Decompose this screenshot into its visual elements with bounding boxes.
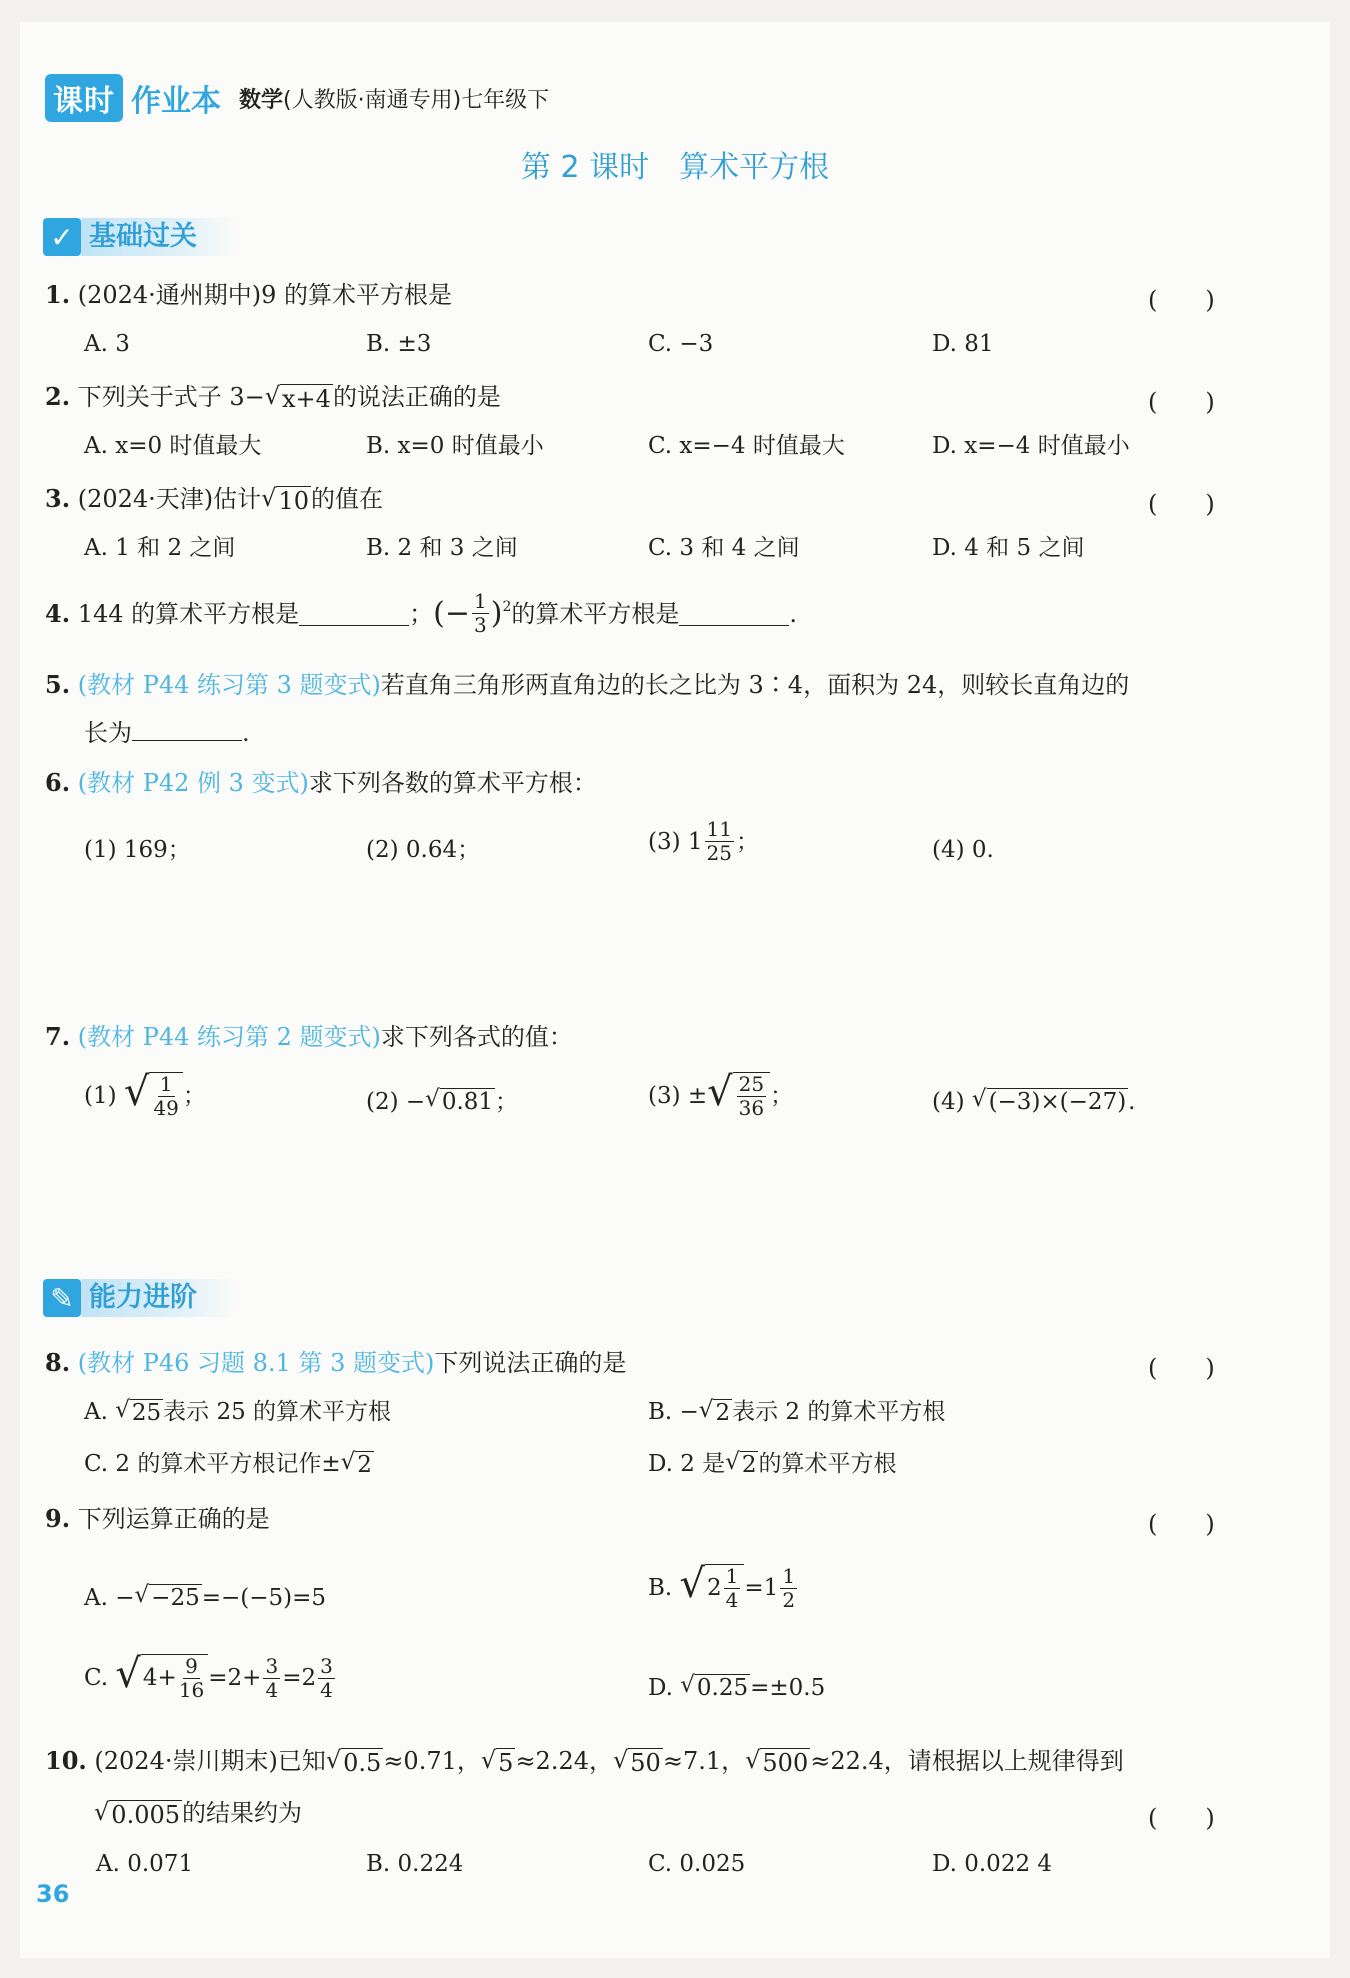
question-7: 7. (教材 P44 练习第 2 题变式)求下列各式的值： xyxy=(45,1022,573,1051)
answer-blank[interactable] xyxy=(299,601,409,626)
q2-option-c: C. x=−4 时值最大 xyxy=(648,433,845,459)
q10-option-b: B. 0.224 xyxy=(366,1851,464,1877)
q3-option-b: B. 2 和 3 之间 xyxy=(366,535,518,561)
q6-part-4: (4) 0. xyxy=(932,837,994,863)
textbook-source: (教材 P44 练习第 2 题变式) xyxy=(77,1023,381,1051)
section-advanced xyxy=(43,1276,237,1320)
section-basic xyxy=(43,215,237,259)
q2-option-d: D. x=−4 时值最小 xyxy=(932,433,1130,459)
q7-part-1: (1) √ $\frac{1}{49}$ ； xyxy=(84,1069,206,1120)
q7-part-4: (4) √ (−3)×(−27) . xyxy=(932,1085,1136,1115)
q2-option-b: B. x=0 时值最小 xyxy=(366,433,544,459)
q3-option-c: C. 3 和 4 之间 xyxy=(648,535,800,561)
q1-option-d: D. 81 xyxy=(932,331,994,357)
question-4: 4. 144 的算术平方根是 ； (− $\frac{1}{3}$ ) $^2$ 的算术平方根是 . xyxy=(45,589,797,637)
question-10: 10. (2024·崇川期末)已知 √ 0.5 ≈0.71， √ 5 ≈2.24， √ 50 ≈7.1， √ 500 ≈22.4，请根据以上规律得到 xyxy=(45,1745,1124,1777)
pencil-icon: ✎ xyxy=(43,1279,81,1317)
question-5: 5. (教材 P44 练习第 3 题变式)若直角三角形两直角边的长之比为 3∶4，面积为 24，则较长直角边的 xyxy=(45,670,1130,699)
q10-option-c: C. 0.025 xyxy=(648,1851,746,1877)
answer-paren-8: ( ) xyxy=(1148,1354,1215,1382)
q8-option-a: A. √ 25 表示 25 的算术平方根 xyxy=(84,1396,392,1426)
q1-option-c: C. −3 xyxy=(648,331,714,357)
sqrt-sign: √ 10 xyxy=(261,483,309,515)
answer-blank[interactable] xyxy=(132,716,242,741)
q10-option-d: D. 0.022 4 xyxy=(932,1851,1053,1877)
q10-option-a: A. 0.071 xyxy=(96,1851,194,1877)
q7-part-3: (3) ± √ $\frac{25}{36}$ ； xyxy=(648,1069,794,1120)
q6-part-2: (2) 0.64； xyxy=(366,837,481,863)
question-1: 1. (2024·通州期中)9 的算术平方根是 xyxy=(45,280,453,309)
textbook-source: (教材 P42 例 3 变式) xyxy=(77,769,309,797)
header-brand xyxy=(45,78,549,118)
q3-option-d: D. 4 和 5 之间 xyxy=(932,535,1085,561)
page-number: 36 xyxy=(36,1880,70,1908)
question-10-line2: √ 0.005 的结果约为 xyxy=(94,1797,303,1829)
question-5-line2: 长为 . xyxy=(84,716,250,750)
checkmark-icon: ✓ xyxy=(43,218,81,256)
q6-part-3: (3) 1 $\frac{11}{25}$ ； xyxy=(648,817,759,865)
answer-paren-10: ( ) xyxy=(1148,1804,1215,1832)
q9-option-c: C. √ 4+ $\frac{9}{16}$ =2+ $\frac{3}{4}$ =2 $\frac{3}{4}$ xyxy=(84,1651,333,1702)
answer-blank[interactable] xyxy=(679,601,789,626)
q3-option-a: A. 1 和 2 之间 xyxy=(84,535,236,561)
q9-option-d: D. √ 0.25 =±0.5 xyxy=(648,1671,826,1701)
q8-option-d: D. 2 是 √ 2 的算术平方根 xyxy=(648,1448,897,1478)
q9-option-a: A. − √ −25 =−(−5)=5 xyxy=(84,1581,327,1611)
question-6: 6. (教材 P42 例 3 变式)求下列各数的算术平方根： xyxy=(45,768,597,797)
question-2: 2. 下列关于式子 3− √ x+4 的说法正确的是 xyxy=(45,381,501,413)
q9-option-b: B. √ 2 $\frac{1}{4}$ =1 $\frac{1}{2}$ xyxy=(648,1561,796,1612)
brand-name: 作业本 xyxy=(131,84,221,119)
question-8: 8. (教材 P46 习题 8.1 第 3 题变式)下列说法正确的是 xyxy=(45,1348,627,1377)
sqrt-sign: √ x+4 xyxy=(264,381,331,413)
brand-logo: 课时 xyxy=(45,74,123,122)
q1-option-a: A. 3 xyxy=(84,331,130,357)
q8-option-c: C. 2 的算术平方根记作± √ 2 xyxy=(84,1448,372,1478)
textbook-source: (教材 P44 练习第 3 题变式) xyxy=(77,671,381,699)
q8-option-b: B. − √ 2 表示 2 的算术平方根 xyxy=(648,1396,946,1426)
lesson-title: 第 2 课时 算术平方根 xyxy=(520,150,830,185)
textbook-source: (教材 P46 习题 8.1 第 3 题变式) xyxy=(77,1349,435,1377)
answer-paren-1: ( ) xyxy=(1148,286,1215,314)
q6-part-1: (1) 169； xyxy=(84,837,191,863)
section-advanced-label: 能力进阶 xyxy=(81,1279,237,1317)
question-3: 3. (2024·天津)估计 √ 10 的值在 xyxy=(45,483,383,515)
question-9: 9. 下列运算正确的是 xyxy=(45,1504,270,1533)
subject-label: 数学(人教版·南通专用)七年级下 xyxy=(239,87,550,113)
q7-part-2: (2) − √ 0.81 ； xyxy=(366,1085,519,1115)
answer-paren-9: ( ) xyxy=(1148,1510,1215,1538)
q1-option-b: B. ±3 xyxy=(366,331,432,357)
answer-paren-3: ( ) xyxy=(1148,490,1215,518)
q2-option-a: A. x=0 时值最大 xyxy=(84,433,262,459)
section-basic-label: 基础过关 xyxy=(81,218,237,256)
answer-paren-2: ( ) xyxy=(1148,388,1215,416)
